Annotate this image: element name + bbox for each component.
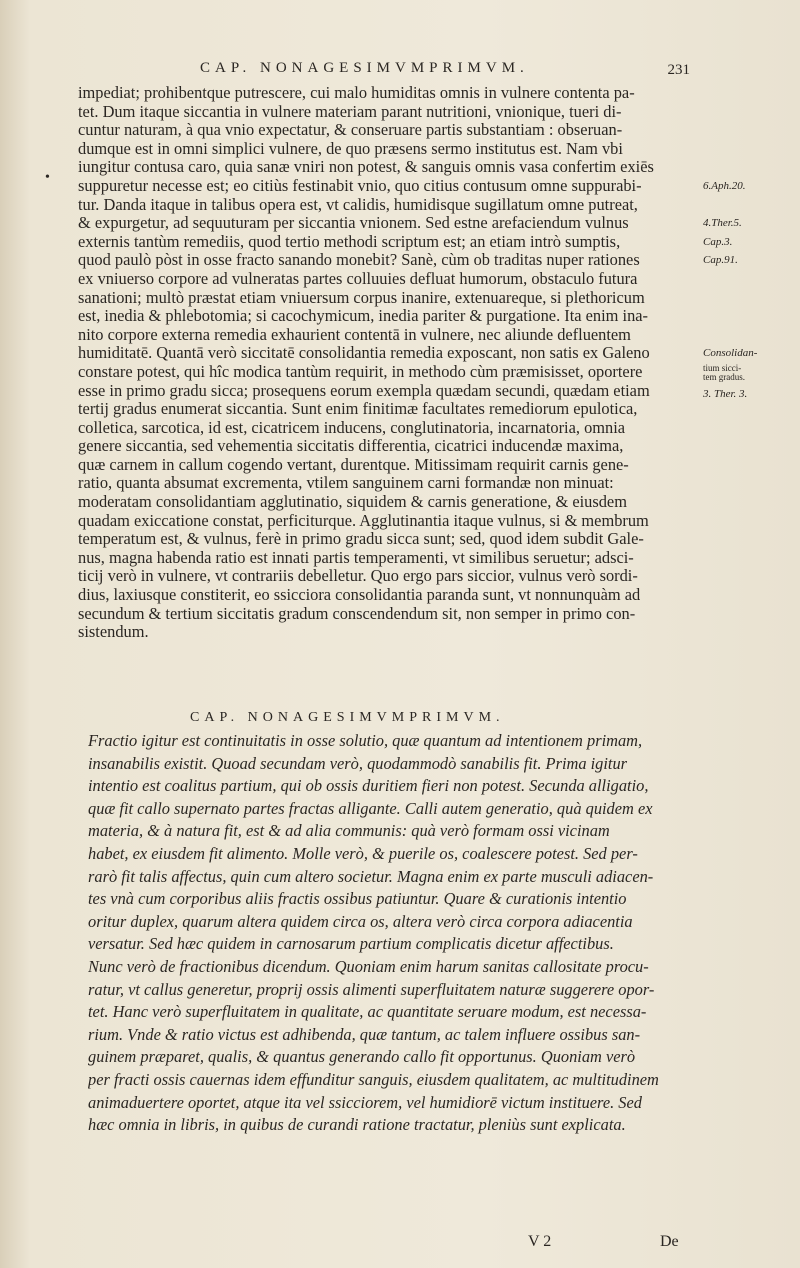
margin-note: Cap.3. xyxy=(703,235,733,248)
commentary-line: quod paulò pòst in osse fracto sanando monebit? Sanè, cùm ob traditas nuper rationes xyxy=(78,251,640,270)
commentary-line: temperatum est, & vulnus, ferè in primo gradu sicca sunt; sed, quod idem subdit Gale- xyxy=(78,530,644,549)
running-title: CAP. NONAGESIMVMPRIMVM. xyxy=(200,60,529,76)
translation-line: versatur. Sed hæc quidem in carnosarum partium complicatis dicetur affectibus. xyxy=(88,934,614,954)
commentary-text xyxy=(78,84,698,642)
translation-line: hæc omnia in libris, in quibus de curandi ratione tractatur, pleniùs sunt explicata. xyxy=(88,1115,626,1135)
commentary-line: nito corpore externa remedia exhaurient contentā in vulnere, nec aliunde defluentem xyxy=(78,325,631,344)
commentary-line: nus, magna habenda ratio est innati partis temperamenti, vt similibus seruetur; adsci- xyxy=(78,548,634,567)
margin-note: 4.Ther.5. xyxy=(703,217,742,230)
signature-mark: V 2 xyxy=(528,1233,552,1250)
commentary-line: quadam exiccatione constat, perficiturque. Agglutinantia itaque vulnus, si & membrum xyxy=(78,511,649,530)
commentary-line: externis tantùm remediis, quod tertio methodi scriptum est; an etiam intrò sumptis, xyxy=(78,232,621,251)
section-heading: CAP. NONAGESIMVMPRIMVM. xyxy=(190,710,505,725)
translation-line: habet, ex eiusdem fit alimento. Molle verò, & puerile os, coalescere potest. Sed per- xyxy=(88,843,638,863)
margin-note: Cap.91. xyxy=(703,254,738,267)
commentary-line: colletica, sarcotica, id est, cicatricem inducens, conglutinatoria, incarnatoria, omnia xyxy=(78,418,626,437)
commentary-line: constare potest, qui hîc modica tantùm requirit, in methodo cùm præmisisset, oportere xyxy=(78,362,643,381)
translation-line: per fracti ossis cauernas idem effunditur sanguis, eiusdem qualitatem, ac multitudinem xyxy=(88,1069,659,1089)
translation-line: oritur duplex, quarum altera quidem circa os, altera verò circa corpora adiacentia xyxy=(88,911,633,931)
page-header xyxy=(200,60,690,82)
commentary-line: dius, laxiusque constiterit, eo ssicciora consolidantia paranda sunt, vt nonnunquàm ad xyxy=(78,586,641,605)
translation-line: Nunc verò de fractionibus dicendum. Quoniam enim harum sanitas callositate procu- xyxy=(88,956,649,976)
translation-line: tet. Hanc verò superfluitatem in qualitate, ac quantitate seruare modum, est necessa- xyxy=(88,1002,647,1022)
commentary-line: iungitur contusa caro, quia sanæ vniri non potest, & sanguis omnis vasa confertim exiēs xyxy=(78,158,654,177)
translation-line: animaduertere oportet, atque ita vel ssicciorem, vel humidiorē victum instituere. Sed xyxy=(88,1092,642,1112)
translation-line: insanabilis existit. Quoad secundam verò, quodammodò sanabilis fit. Prima igitur xyxy=(88,753,628,773)
commentary-line: secundum & tertium siccitatis gradum conscendendum sit, non semper in primo con- xyxy=(78,604,636,623)
commentary-line: ex vniuerso corpore ad vulneratas partes colluuies defluat humorum, obstaculo futura xyxy=(78,269,638,288)
commentary-line: moderatam consolidantiam agglutinatio, siquidem & carnis generatione, & eiusdem xyxy=(78,493,627,512)
commentary-line: sistendum. xyxy=(78,623,149,642)
commentary-line: est, inedia & phlebotomia; si cacochymicum, inedia pariter & purgatione. Ita enim ina- xyxy=(78,307,649,326)
translation-line: guinem præparet, qualis, & quantus generando callo fit opportunus. Quoniam verò xyxy=(88,1047,636,1067)
margin-note: tem gradus. xyxy=(703,372,745,383)
page-number: 231 xyxy=(667,62,690,78)
translation-line: materia, & à natura fit, est & ad alia communis: quà verò formam ossi vicinam xyxy=(88,821,610,841)
margin-note: 6.Aph.20. xyxy=(703,180,746,192)
commentary-line: dumque est in omni simplici vulnere, de quo præsens sermo institutus est. Nam vbi xyxy=(78,139,623,158)
commentary-line: genere siccantia, sed vehementia siccitatis differentia, cicatrici inducendæ maxima, xyxy=(78,437,624,456)
margin-dot: • xyxy=(45,170,50,185)
commentary-line: quæ carnem in callum cogendo vertant, durentque. Mitissimam requirit carnis gene- xyxy=(78,455,629,474)
commentary-line: tertij gradus enumerat siccantia. Sunt enim finitimæ facultates remediorum epulotica, xyxy=(78,400,638,419)
commentary-line: sanationi; multò præstat etiam vniuersum corpus inanire, extenuareque, si plethoricum xyxy=(78,288,645,307)
commentary-line: suppuretur necesse est; eo citiùs festinabit vnio, quo citius contusum omne suppurabi- xyxy=(78,176,642,195)
catchword: De xyxy=(660,1233,679,1250)
commentary-line: ticij verò in vulnere, vt contrariis debelletur. Quo ergo pars siccior, vulnus verò sordi- xyxy=(78,567,638,586)
translation-line: quæ fit callo supernato partes fractas alligante. Calli autem generatio, quà quidem ex xyxy=(88,798,653,818)
commentary-line: impediat; prohibentque putrescere, cui malo humiditas omnis in vulnere contenta pa- xyxy=(78,84,635,102)
commentary-line: humiditatē. Quantā verò siccitatē consolidantia remedia exposcant, non satis ex Galeno xyxy=(78,344,650,363)
margin-note: Consolidan- xyxy=(703,347,758,360)
translation-text xyxy=(88,730,700,1137)
translation-line: ratur, vt callus generetur, proprij ossis alimenti superfluitatem naturæ suggerere opor- xyxy=(88,979,655,999)
commentary-line: tur. Danda itaque in talibus opera est, vt calidis, humidisque sugillatum omne putreat, xyxy=(78,195,638,214)
translation-line: rium. Vnde & ratio victus est adhibenda, quæ tantum, ac talem influere ossibus san- xyxy=(88,1024,641,1044)
translation-line: intentio est coalitus partium, qui ob ossis duritiem fieri non potest. Secunda alligatio, xyxy=(88,776,649,796)
commentary-line: tet. Dum itaque siccantia in vulnere materiam parant nutritioni, vnionique, tueri di- xyxy=(78,102,622,121)
margin-note: tium sicci- xyxy=(703,363,742,373)
margin-note: 3. Ther. 3. xyxy=(703,388,748,401)
translation-line: Fractio igitur est continuitatis in osse solutio, quæ quantum ad intentionem primam, xyxy=(88,731,643,750)
commentary-line: ratio, quanta absumat excrementa, vtilem sanguinem carni formandæ non minuat: xyxy=(78,474,614,493)
commentary-line: esse in primo gradu sicca; prosequens eorum exempla quædam secundi, quædam etiam xyxy=(78,381,650,400)
translation-line: rarò fit talis affectus, quin cum altero societur. Magna enim ex parte musculi adiacen- xyxy=(88,866,654,886)
commentary-line: cuntur naturam, à qua vnio expectatur, & conseruare partis substantiam : obseruan- xyxy=(78,121,623,140)
commentary-line: & expurgetur, ad sequuturam per siccantia vnionem. Sed estne arefaciendum vulnus xyxy=(78,214,629,233)
translation-line: tes vnà cum corporibus aliis fractis ossibus patiuntur. Quare & curationis intentio xyxy=(88,889,627,909)
